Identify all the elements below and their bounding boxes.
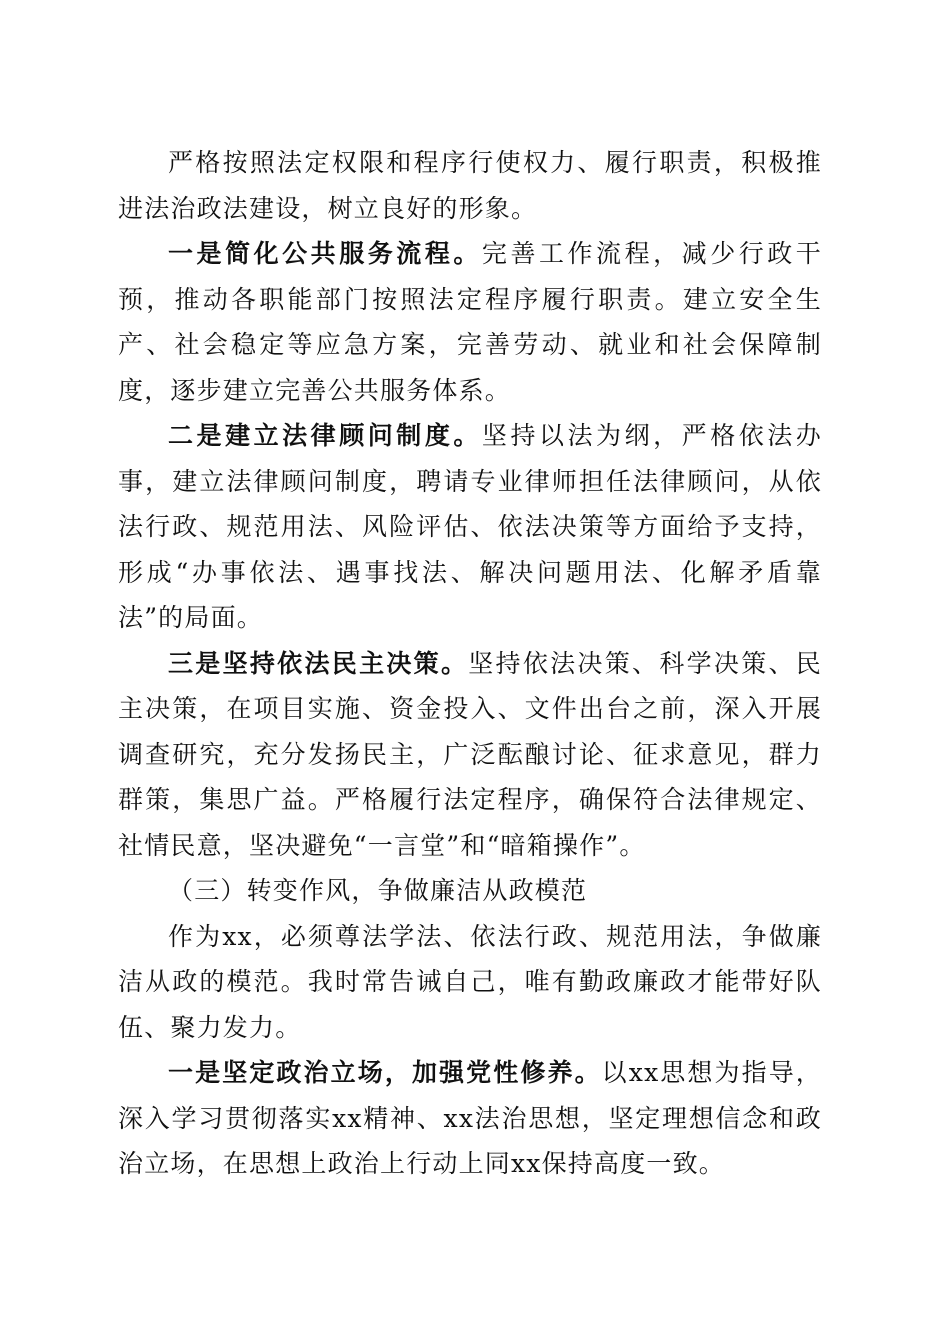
section-heading: （三）转变作风，争做廉洁从政模范: [168, 876, 588, 905]
document-body: [118, 140, 822, 1187]
paragraph-text: 以xx思想为指导，深入学习贯彻落实xx精神、xx法治思想，坚定理想信念和政治立场，在思想上政治上行动上同xx保持高度一致。: [118, 1058, 823, 1178]
paragraph-simplify-services: [118, 231, 822, 413]
paragraph-lead: 三是坚持依法民主决策。: [168, 648, 469, 678]
paragraph-rule-of-law-intro: [118, 140, 822, 231]
paragraph-integrity-intro: [118, 914, 822, 1051]
paragraph-text: 完善工作流程，减少行政干预，推动各职能部门按照法定程序履行职责。建立安全生产、社会稳定等应急方案，完善劳动、就业和社会保障制度，逐步建立完善公共服务体系。: [118, 239, 823, 405]
paragraph-lead: 二是建立法律顾问制度。: [168, 421, 482, 450]
paragraph-text: 作为xx，必须尊法学法、依法行政、规范用法，争做廉洁从政的模范。我时常告诫自己，唯有勤政廉政才能带好队伍、聚力发力。: [118, 921, 822, 1042]
paragraph-text: 严格按照法定权限和程序行使权力、履行职责，积极推进法治政法建设，树立良好的形象。: [118, 148, 822, 223]
paragraph-lead: 一是坚定政治立场，加强党性修养。: [168, 1058, 602, 1087]
paragraph-text: 坚持以法为纲，严格依法办事，建立法律顾问制度，聘请专业律师担任法律顾问，从依法行政、规范用法、风险评估、依法决策等方面给予支持，形成“办事依法、遇事找法、解决问题用法、化解矛盾靠法”的局面。: [118, 421, 823, 632]
paragraph-legal-advisor: [118, 413, 822, 641]
paragraph-lead: 一是简化公共服务流程。: [168, 239, 482, 268]
paragraph-text: 坚持依法决策、科学决策、民主决策，在项目实施、资金投入、文件出台之前，深入开展调查研究，充分发扬民主，广泛酝酿讨论、征求意见，群力群策，集思广益。严格履行法定程序，确保符合法律规定、社情民意，坚决避免“一言堂”和“暗箱操作”。: [118, 648, 822, 860]
paragraph-political-stance: [118, 1050, 822, 1187]
paragraph-democratic-decision: [118, 641, 822, 869]
